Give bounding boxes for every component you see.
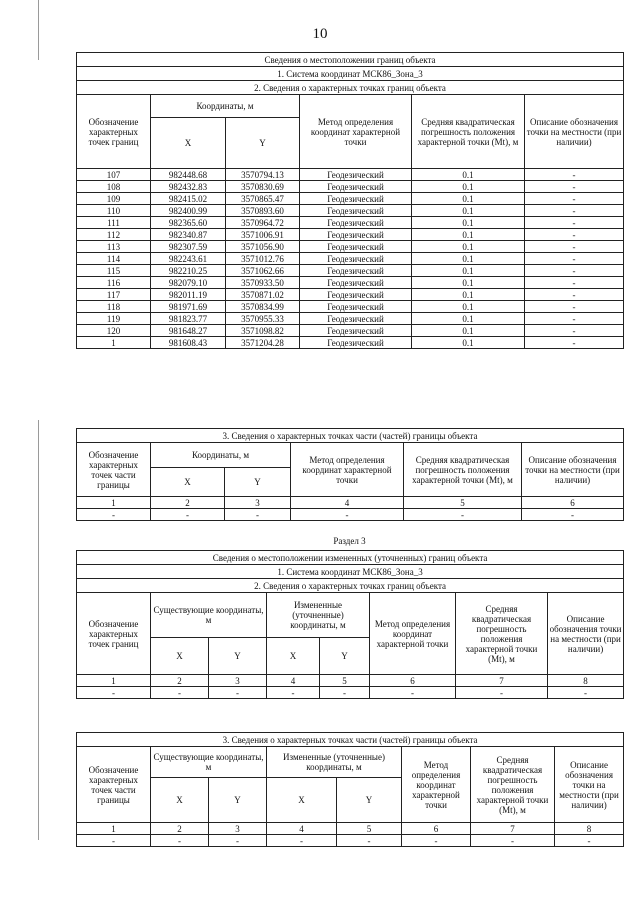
table-cell: 1 — [77, 675, 151, 687]
table-cell: 112 — [77, 229, 151, 241]
table-cell: - — [151, 509, 225, 521]
col-description: Описание обозначения точки на местности (при наличии) — [555, 747, 624, 823]
table-cell: 982448.68 — [151, 169, 226, 181]
table-cell: 7 — [456, 675, 548, 687]
table-cell: - — [525, 277, 624, 289]
table-cell: 110 — [77, 205, 151, 217]
table-cell: Геодезический — [300, 181, 412, 193]
table-row — [77, 229, 624, 241]
col-existing-coords: Существующие координаты, м — [151, 747, 267, 778]
table-cell: - — [548, 687, 624, 699]
col-designation: Обозначение характерных точек границ — [77, 95, 151, 169]
col-method: Метод определения координат характерной точки — [402, 747, 471, 823]
table-cell: - — [291, 509, 404, 521]
table-cell: 3571098.82 — [226, 325, 300, 337]
table-cell: 0.1 — [412, 337, 525, 349]
col-accuracy: Средняя квадратическая погрешность положения характерной точки (Mt), м — [412, 95, 525, 169]
changed-part-boundary-points-table — [76, 732, 624, 847]
table-cell: - — [525, 253, 624, 265]
table-cell: 6 — [522, 497, 624, 509]
table-cell: 3571012.76 — [226, 253, 300, 265]
boundary-points-table — [76, 52, 624, 349]
table-row — [77, 497, 624, 509]
table-cell: 0.1 — [412, 241, 525, 253]
table-cell: 113 — [77, 241, 151, 253]
table-cell: 118 — [77, 301, 151, 313]
table-cell: - — [471, 835, 555, 847]
col-existing-x: X — [151, 778, 209, 823]
col-changed-coords: Измененные (уточненные) координаты, м — [267, 593, 370, 638]
table-cell: Геодезический — [300, 169, 412, 181]
table-cell: 0.1 — [412, 253, 525, 265]
col-designation: Обозначение характерных точек части границы — [77, 443, 151, 497]
table-cell: 982011.19 — [151, 289, 226, 301]
col-existing-x: X — [151, 638, 209, 675]
table-cell: Геодезический — [300, 205, 412, 217]
table-cell: Геодезический — [300, 265, 412, 277]
table-cell: - — [525, 169, 624, 181]
col-description: Описание обозначения точки на местности (при наличии) — [548, 593, 624, 675]
section-label: Раздел 3 — [333, 536, 366, 546]
table-cell: 3570893.60 — [226, 205, 300, 217]
table-cell: - — [525, 241, 624, 253]
table-cell: 982307.59 — [151, 241, 226, 253]
table-cell: - — [525, 265, 624, 277]
table-row — [77, 265, 624, 277]
changed-boundary-points-table — [76, 550, 624, 699]
table-cell: - — [151, 687, 209, 699]
table-cell: 108 — [77, 181, 151, 193]
table-title: Сведения о местоположении измененных (уточненных) границ объекта — [77, 551, 624, 565]
table-cell: 982432.83 — [151, 181, 226, 193]
col-accuracy: Средняя квадратическая погрешность положения характерной точки (Mt), м — [404, 443, 522, 497]
part-boundary-points-table — [76, 428, 624, 521]
table-cell: 0.1 — [412, 193, 525, 205]
table-cell: Геодезический — [300, 301, 412, 313]
table-cell: Геодезический — [300, 241, 412, 253]
col-description: Описание обозначения точки на местности (при наличии) — [525, 95, 624, 169]
table-cell: 2 — [151, 497, 225, 509]
table-row — [77, 325, 624, 337]
table-cell: 120 — [77, 325, 151, 337]
col-method: Метод определения координат характерной точки — [370, 593, 456, 675]
table-cell: - — [525, 337, 624, 349]
table-cell: - — [225, 509, 291, 521]
table-cell: 0.1 — [412, 217, 525, 229]
table-cell: - — [525, 229, 624, 241]
table-cell: 0.1 — [412, 229, 525, 241]
table-cell: 3 — [209, 675, 267, 687]
table-cell: 3570830.69 — [226, 181, 300, 193]
table-row — [77, 205, 624, 217]
table-cell: 0.1 — [412, 181, 525, 193]
table-cell: 1 — [77, 497, 151, 509]
table-cell: 981608.43 — [151, 337, 226, 349]
table-cell: - — [402, 835, 471, 847]
table-subtitle: 2. Сведения о характерных точках границ объекта — [77, 81, 624, 95]
table-row — [77, 337, 624, 349]
col-designation: Обозначение характерных точек части границы — [77, 747, 151, 823]
table-cell: 982340.87 — [151, 229, 226, 241]
table-cell: - — [525, 205, 624, 217]
table-cell: 0.1 — [412, 205, 525, 217]
table-subtitle: 2. Сведения о характерных точках границ объекта — [77, 579, 624, 593]
table-cell: Геодезический — [300, 313, 412, 325]
table-cell: 982365.60 — [151, 217, 226, 229]
table-cell: - — [525, 313, 624, 325]
col-accuracy: Средняя квадратическая погрешность положения характерной точки (Mt), м — [456, 593, 548, 675]
table-cell: Геодезический — [300, 325, 412, 337]
table-cell: 115 — [77, 265, 151, 277]
table-cell: 111 — [77, 217, 151, 229]
table-cell: 3570865.47 — [226, 193, 300, 205]
table-cell: 0.1 — [412, 301, 525, 313]
table-cell: 981823.77 — [151, 313, 226, 325]
table-cell: - — [151, 835, 209, 847]
table-cell: Геодезический — [300, 217, 412, 229]
table-cell: - — [525, 217, 624, 229]
table-cell: 5 — [337, 823, 402, 835]
table-cell: Геодезический — [300, 193, 412, 205]
col-x: X — [151, 468, 225, 497]
table-cell: - — [267, 835, 337, 847]
table-cell: - — [370, 687, 456, 699]
table-cell: 6 — [370, 675, 456, 687]
table-cell: - — [404, 509, 522, 521]
table-cell: 3570964.72 — [226, 217, 300, 229]
table-cell: - — [77, 835, 151, 847]
table-row — [77, 687, 624, 699]
col-changed-coords: Измененные (уточненные) координаты, м — [267, 747, 402, 778]
table-row — [77, 313, 624, 325]
table-row — [77, 217, 624, 229]
table-cell: 3 — [225, 497, 291, 509]
table-cell: 3571056.90 — [226, 241, 300, 253]
table-cell: 119 — [77, 313, 151, 325]
table-title: Сведения о местоположении границ объекта — [77, 53, 624, 67]
table-cell: 7 — [471, 823, 555, 835]
table-cell: Геодезический — [300, 337, 412, 349]
table-row — [77, 277, 624, 289]
table-cell: 3570955.33 — [226, 313, 300, 325]
col-existing-coords: Существующие координаты, м — [151, 593, 267, 638]
table-cell: 116 — [77, 277, 151, 289]
table-cell: 0.1 — [412, 265, 525, 277]
col-changed-x: X — [267, 638, 320, 675]
table-row — [77, 823, 624, 835]
table-row — [77, 241, 624, 253]
table-cell: 4 — [291, 497, 404, 509]
col-designation: Обозначение характерных точек границ — [77, 593, 151, 675]
table-cell: 982415.02 — [151, 193, 226, 205]
table-cell: - — [525, 325, 624, 337]
table-cell: - — [555, 835, 624, 847]
table-row — [77, 253, 624, 265]
col-method: Метод определения координат характерной точки — [291, 443, 404, 497]
table-cell: - — [525, 181, 624, 193]
table-cell: - — [522, 509, 624, 521]
table-cell: 4 — [267, 823, 337, 835]
table-cell: 114 — [77, 253, 151, 265]
col-existing-y: Y — [209, 638, 267, 675]
col-y: Y — [226, 118, 300, 169]
table-cell: - — [525, 289, 624, 301]
table-cell: Геодезический — [300, 229, 412, 241]
table-cell: 982079.10 — [151, 277, 226, 289]
col-changed-y: Y — [320, 638, 370, 675]
table-cell: - — [209, 835, 267, 847]
table-cell: 3571204.28 — [226, 337, 300, 349]
table-cell: 2 — [151, 675, 209, 687]
table-cell: 3570871.02 — [226, 289, 300, 301]
table-cell: 109 — [77, 193, 151, 205]
table-cell: 982400.99 — [151, 205, 226, 217]
table-cell: 0.1 — [412, 289, 525, 301]
coordinate-system: 1. Система координат МСК86_Зона_3 — [77, 67, 624, 81]
table-row — [77, 509, 624, 521]
col-changed-x: X — [267, 778, 337, 823]
table-cell: 3571006.91 — [226, 229, 300, 241]
table-cell: 3570933.50 — [226, 277, 300, 289]
table-cell: 1 — [77, 337, 151, 349]
table-cell: 2 — [151, 823, 209, 835]
table-row — [77, 289, 624, 301]
col-coords: Координаты, м — [151, 443, 291, 468]
table-cell: 8 — [548, 675, 624, 687]
table-cell: - — [337, 835, 402, 847]
table-cell: - — [267, 687, 320, 699]
table-cell: 3570794.13 — [226, 169, 300, 181]
table-cell: 1 — [77, 823, 151, 835]
table-cell: 981971.69 — [151, 301, 226, 313]
table-row — [77, 169, 624, 181]
table-cell: - — [525, 301, 624, 313]
table-cell: Геодезический — [300, 277, 412, 289]
margin-line — [38, 420, 39, 840]
table-cell: 3571062.66 — [226, 265, 300, 277]
table-cell: 8 — [555, 823, 624, 835]
col-changed-y: Y — [337, 778, 402, 823]
table-row — [77, 301, 624, 313]
table-cell: 3570834.99 — [226, 301, 300, 313]
table-row — [77, 193, 624, 205]
table-cell: - — [77, 687, 151, 699]
table-cell: - — [77, 509, 151, 521]
table-cell: 0.1 — [412, 169, 525, 181]
table-row — [77, 675, 624, 687]
table-cell: Геодезический — [300, 289, 412, 301]
col-method: Метод определения координат характерной точки — [300, 95, 412, 169]
col-existing-y: Y — [209, 778, 267, 823]
table-row — [77, 181, 624, 193]
table-cell: - — [525, 193, 624, 205]
col-accuracy: Средняя квадратическая погрешность положения характерной точки (Mt), м — [471, 747, 555, 823]
table-cell: 117 — [77, 289, 151, 301]
table-title: 3. Сведения о характерных точках части (частей) границы объекта — [77, 733, 624, 747]
table-title: 3. Сведения о характерных точках части (частей) границы объекта — [77, 429, 624, 443]
col-y: Y — [225, 468, 291, 497]
table-cell: - — [320, 687, 370, 699]
table-cell: 5 — [404, 497, 522, 509]
table-cell: 107 — [77, 169, 151, 181]
coordinate-system: 1. Система координат МСК86_Зона_3 — [77, 565, 624, 579]
table-cell: 981648.27 — [151, 325, 226, 337]
table-cell: 982243.61 — [151, 253, 226, 265]
table-cell: 0.1 — [412, 313, 525, 325]
table-cell: 0.1 — [412, 277, 525, 289]
col-x: X — [151, 118, 226, 169]
table-cell: 5 — [320, 675, 370, 687]
table-cell: 0.1 — [412, 325, 525, 337]
table-cell: - — [456, 687, 548, 699]
col-coords: Координаты, м — [151, 95, 300, 118]
table-cell: - — [209, 687, 267, 699]
page-number: 10 — [312, 26, 328, 42]
table-cell: 4 — [267, 675, 320, 687]
table-cell: Геодезический — [300, 253, 412, 265]
col-description: Описание обозначения точки на местности (при наличии) — [522, 443, 624, 497]
table-cell: 6 — [402, 823, 471, 835]
table-cell: 982210.25 — [151, 265, 226, 277]
table-row — [77, 835, 624, 847]
table-cell: 3 — [209, 823, 267, 835]
